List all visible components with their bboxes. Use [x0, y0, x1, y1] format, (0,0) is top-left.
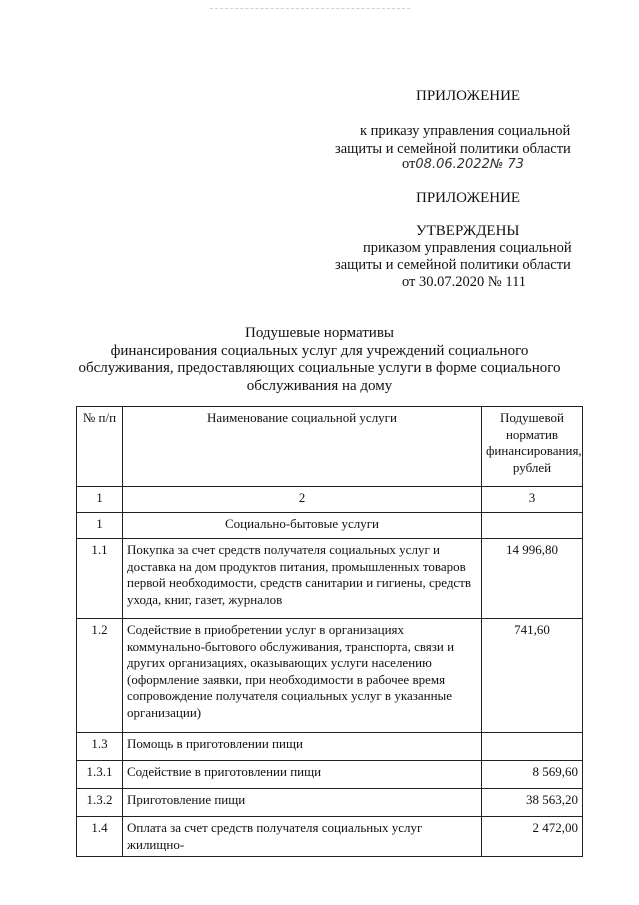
row-name: Содействие в приобретении услуг в организациях коммунально-бытового обслуживания, транспорта, связи и других организациях, оказывающих услуги населению (оформление заявки, при необходимости в рабочее время сопровождение получателя социальных услуг в указанные организации) [123, 619, 482, 733]
row-name: Оплата за счет средств получателя социальных услуг жилищно- [123, 817, 482, 857]
row-num: 1.3.1 [77, 761, 123, 789]
approved-label: УТВЕРЖДЕНЫ [416, 223, 520, 239]
heading-line-3: обслуживания, предоставляющих социальные услуги в форме социального [78, 360, 561, 376]
row-name: Социально-бытовые услуги [123, 513, 482, 539]
row-num: 1.3.2 [77, 789, 123, 817]
header-name: Наименование социальной услуги [123, 407, 482, 487]
table-row [77, 733, 583, 761]
norms-table [76, 406, 583, 857]
heading-line-2: финансирования социальных услуг для учреждений социального [110, 342, 529, 359]
annex-title-2: ПРИЛОЖЕНИЕ [416, 190, 521, 206]
table-row [77, 619, 583, 733]
row-name: Приготовление пищи [123, 789, 482, 817]
heading-line-4: обслуживания на дому [246, 377, 393, 394]
table-row [77, 789, 583, 817]
row-value [482, 733, 583, 761]
colnum: 3 [482, 487, 583, 513]
row-value: 14 996,80 [482, 539, 583, 619]
table-header-row [77, 407, 583, 487]
row-value [482, 513, 583, 539]
row-name: Содействие в приготовлении пищи [123, 761, 482, 789]
row-value: 741,60 [482, 619, 583, 733]
approved-line-1: приказом управления социальной [363, 240, 572, 256]
row-num: 1.4 [77, 817, 123, 857]
row-num: 1.2 [77, 619, 123, 733]
header-num: № п/п [77, 407, 123, 487]
heading-line-1: Подушевые нормативы [244, 325, 394, 341]
row-num: 1 [77, 513, 123, 539]
annex-date-line [402, 156, 524, 173]
row-name: Помощь в приготовлении пищи [123, 733, 482, 761]
row-name: Покупка за счет средств получателя социальных услуг и доставка на дом продуктов питания, промышленных товаров первой необходимости, средств санитарии и гигиены, средств ухода, книг, газет, журналов [123, 539, 482, 619]
header-norm: Подушевой норматив финансирования, рублей [482, 407, 583, 487]
handwritten-number: № 73 [489, 157, 525, 172]
table-colnum-row [77, 487, 583, 513]
approved-line-2: защиты и семейной политики области [335, 257, 571, 273]
colnum: 2 [123, 487, 482, 513]
colnum: 1 [77, 487, 123, 513]
table-row [77, 539, 583, 619]
annex-ref-line-1: к приказу управления социальной [360, 123, 571, 139]
row-value: 38 563,20 [482, 789, 583, 817]
table-row [77, 513, 583, 539]
date-prefix: от [402, 156, 416, 172]
annex-title-1: ПРИЛОЖЕНИЕ [416, 88, 521, 104]
row-value: 2 472,00 [482, 817, 583, 857]
row-value: 8 569,60 [482, 761, 583, 789]
row-num: 1.3 [77, 733, 123, 761]
document-heading [0, 325, 639, 395]
table-row [77, 761, 583, 789]
annex-ref-line-2: защиты и семейной политики области [335, 141, 571, 157]
approved-line-3: от 30.07.2020 № 111 [402, 274, 527, 290]
table-row [77, 817, 583, 857]
scan-artifact [210, 8, 410, 11]
row-num: 1.1 [77, 539, 123, 619]
handwritten-date: 08.06.2022 [415, 157, 490, 172]
